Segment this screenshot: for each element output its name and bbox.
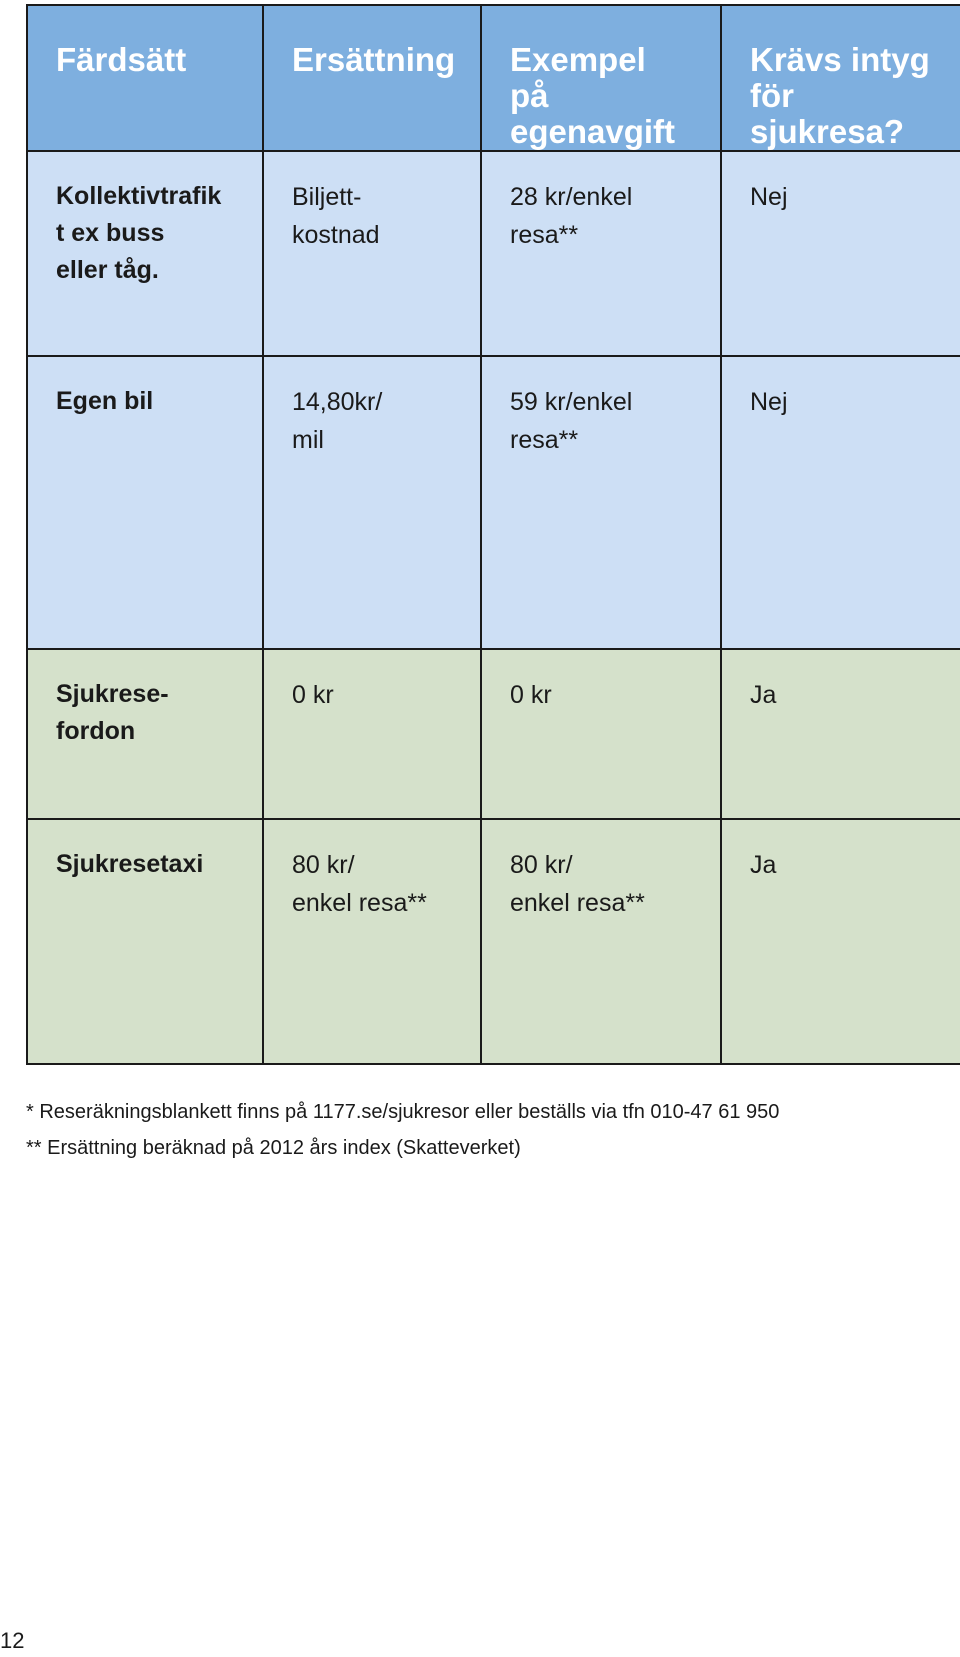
cell-certificate: Ja <box>721 649 960 819</box>
cell-fee: 80 kr/ enkel resa** <box>481 819 721 1064</box>
page-number: 12 <box>0 1628 25 1653</box>
cell-mode: Kollektivtrafik t ex buss eller tåg. <box>27 151 263 356</box>
header-certificate-required: Krävs intyg för sjukresa? <box>721 5 960 151</box>
table-row <box>27 151 960 356</box>
header-compensation: Ersättning <box>263 5 481 151</box>
cell-compensation: 0 kr <box>263 649 481 819</box>
cell-compensation: Biljett- kostnad <box>263 151 481 356</box>
cell-certificate: Nej <box>721 356 960 649</box>
footnotes <box>26 1094 779 1166</box>
cell-fee: 28 kr/enkel resa** <box>481 151 721 356</box>
cell-certificate: Nej <box>721 151 960 356</box>
cell-certificate: Ja <box>721 819 960 1064</box>
travel-compensation-table <box>26 4 960 1065</box>
cell-compensation: 80 kr/ enkel resa** <box>263 819 481 1064</box>
table-header-row <box>27 5 960 151</box>
table-row <box>27 819 960 1064</box>
table-row <box>27 649 960 819</box>
cell-mode: Egen bil <box>27 356 263 649</box>
footnote-index: ** Ersättning beräknad på 2012 års index (Skatteverket) <box>26 1137 521 1159</box>
cell-fee: 0 kr <box>481 649 721 819</box>
header-mode: Färdsätt <box>27 5 263 151</box>
header-example-fee: Exempel på egenavgift <box>481 5 721 151</box>
cell-fee: 59 kr/enkel resa** <box>481 356 721 649</box>
cell-mode: Sjukrese- fordon <box>27 649 263 819</box>
cell-mode: Sjukresetaxi <box>27 819 263 1064</box>
cell-compensation: 14,80kr/ mil <box>263 356 481 649</box>
footnote-form: * Reseräkningsblankett finns på 1177.se/sjukresor eller beställs via tfn 010-47 61 950 <box>26 1101 780 1123</box>
table-row <box>27 356 960 649</box>
